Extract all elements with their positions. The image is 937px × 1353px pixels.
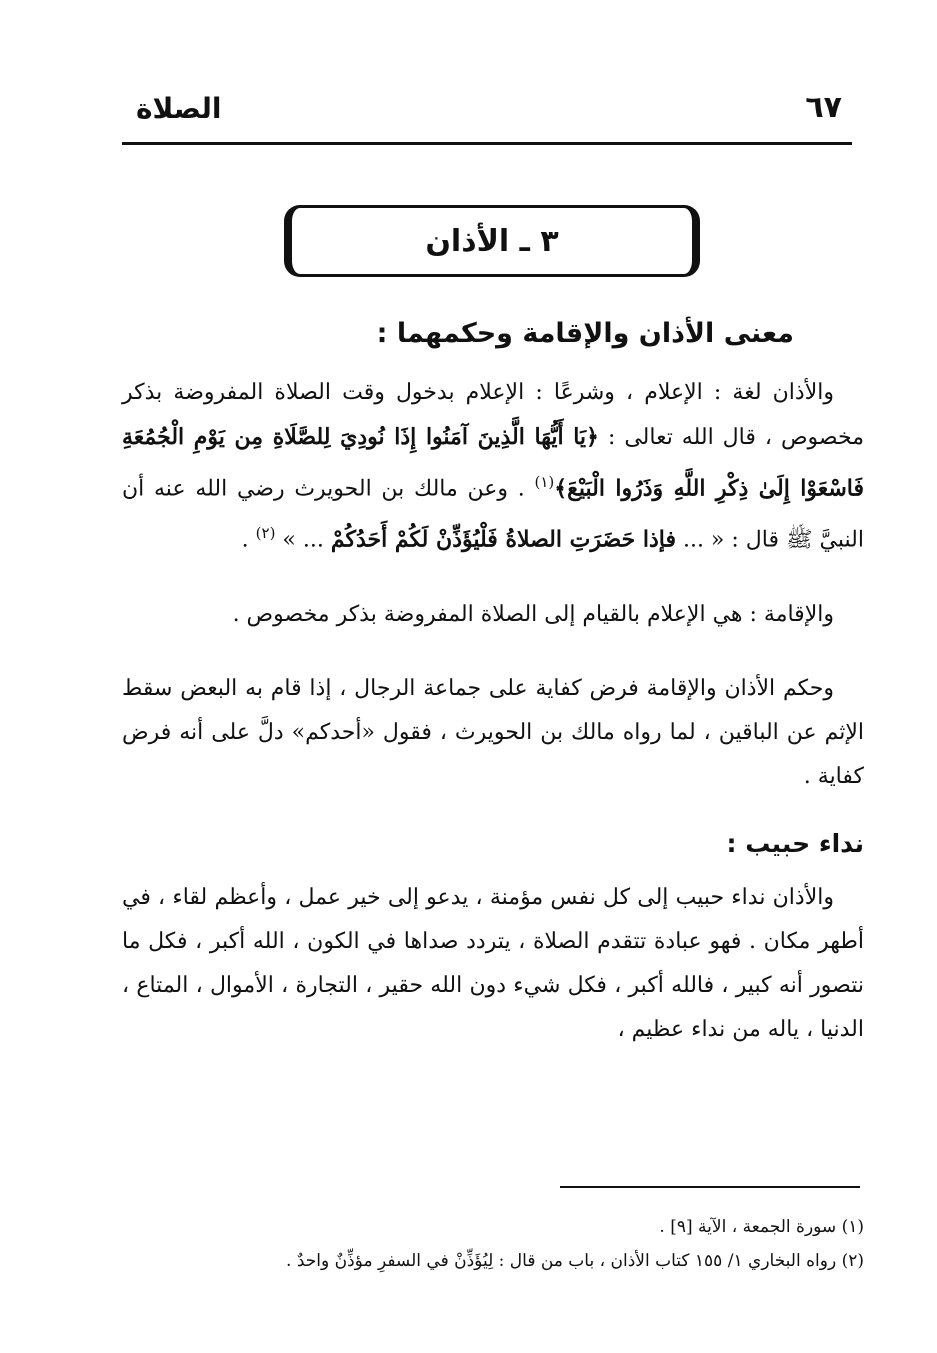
hadith-quote: فإذا حَضَرَتِ الصلاةُ فَلْيُؤَذِّنْ لَكُمْ أَحَدُكُمْ xyxy=(330,526,676,553)
footnote-divider xyxy=(560,1186,860,1188)
text-segment: . xyxy=(241,527,256,553)
section-heading-beloved-call: نداء حبيب : xyxy=(726,828,864,858)
section-heading-meaning: معنى الأذان والإقامة وحكمهما : xyxy=(376,318,794,349)
quran-verse: ﴿يَا أَيُّهَا الَّذِينَ آمَنُوا إِذَا نُودِيَ لِلصَّلَاةِ مِن يَوْمِ الْجُمُعَةِ فَاسْعَوْا إِلَىٰ ذِكْرِ اللَّهِ وَذَرُوا الْبَيْعَ﴾ xyxy=(122,424,864,502)
footnote-ref-1: (١) xyxy=(534,473,555,491)
page-number: ٦٧ xyxy=(805,90,842,125)
footnote-2: (٢) رواه البخاري ١/ ١٥٥ كتاب الأذان ، باب من قال : لِيُؤَذِّنْ في السفرِ مؤذِّنٌ واحدٌ . xyxy=(286,1251,864,1271)
main-text xyxy=(122,318,864,1082)
footnote-1: (١) سورة الجمعة ، الآية [٩] . xyxy=(659,1217,864,1237)
paragraph-definition-iqama: والإقامة : هي الإعلام بالقيام إلى الصلاة المفروضة بذكر مخصوص . xyxy=(232,601,834,627)
text-segment: . وعن مالك بن الحويرث رضي الله عنه أن النبيَّ ﷺ قال : « ... xyxy=(122,476,864,553)
paragraph-beloved-call: والأذان نداء حبيب إلى كل نفس مؤمنة ، يدعو إلى خير عمل ، وأعظم لقاء ، في أطهر مكان . فهو عبادة تتقدم الصلاة ، يتردد صداها في الكون ، الله أكبر ، فكل ما نتصور أنه كبير ، فالله أكبر ، فكل شيء دون الله حقير ، التجارة ، الأموال ، المتاع ، الدنيا ، ياله من نداء عظيم ، xyxy=(122,884,864,1042)
text-segment: ... » xyxy=(275,527,331,553)
running-title: الصلاة xyxy=(136,92,222,125)
footnotes xyxy=(122,1210,864,1278)
page-header xyxy=(122,82,852,145)
paragraph-definition-adhan xyxy=(122,371,864,563)
chapter-title-frame xyxy=(284,205,700,277)
text-segment: والأذان لغة : الإعلام ، وشرعًا : الإعلام بدخول وقت الصلاة المفروضة بذكر مخصوص ، قال الله تعالى : xyxy=(122,380,864,450)
paragraph-ruling: وحكم الأذان والإقامة فرض كفاية على جماعة الرجال ، إذا قام به البعض سقط الإثم عن الباقين ، لما رواه مالك بن الحويرث ، فقول «أحدكم» دلَّ على أنه فرض كفاية . xyxy=(122,675,864,789)
chapter-title: ٣ ـ الأذان xyxy=(425,223,559,259)
footnote-ref-2: (٢) xyxy=(255,524,276,543)
